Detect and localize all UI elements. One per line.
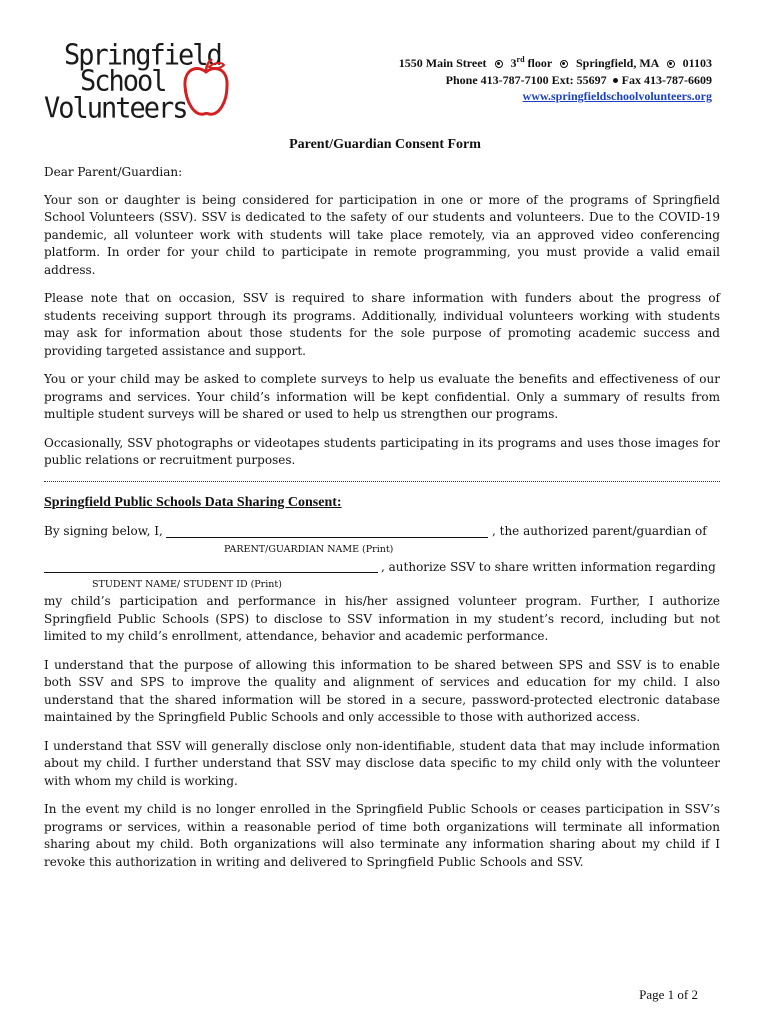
logo-text-volunteers: Volunteers [44, 92, 187, 125]
floor-suffix: rd [516, 55, 525, 64]
phone: Phone 413-787-7100 Ext: 55697 [445, 72, 607, 87]
website-link[interactable]: www.springfieldschoolvolunteers.org [522, 89, 712, 103]
student-name-caption: STUDENT NAME/ STUDENT ID (Print) [92, 579, 282, 590]
sign-suffix: , the authorized parent/guardian of [492, 524, 707, 538]
letter-body [44, 164, 720, 882]
ssv-logo [44, 38, 234, 130]
street: 1550 Main Street [398, 56, 487, 70]
phone-line [399, 72, 712, 89]
student-signature-line [44, 555, 720, 593]
bullet-icon [667, 60, 675, 68]
paragraph: I understand that the purpose of allowing this information to be shared between SPS and SSV is to enable both SSV and SPS to improve the quality and alignment of services and education for my child. I also understand that the shared information will be stored in a secure, password-protected electronic database maintained by the Springfield Public Schools and only accessible to those with authorized access. [44, 657, 720, 724]
bullet-icon [613, 78, 618, 83]
consent-heading: Springfield Public Schools Data Sharing Consent: [44, 494, 342, 510]
page-title: Parent/Guardian Consent Form [289, 137, 481, 152]
fax: Fax 413-787-6609 [621, 72, 712, 87]
student-suffix: , authorize SSV to share written information regarding [381, 560, 716, 574]
student-name-field[interactable] [44, 572, 378, 573]
zip: 01103 [682, 56, 712, 70]
logo-text-springfield: Springfield [64, 39, 221, 72]
dotted-divider [44, 481, 720, 482]
paragraph: In the event my child is no longer enrolled in the Springfield Public Schools or ceases participation in SSV’s programs or services, within a reasonable period of time both organizations will terminate all information sharing about my child. Both organizations will also terminate any information sharing about my child if I revoke this authorization in writing and delivered to Springfield Public Schools and SSV. [44, 802, 720, 869]
address-line [399, 55, 712, 72]
floor-word: floor [527, 56, 552, 70]
paragraph: Please note that on occasion, SSV is required to share information with funders about the progress of students receiving support through its programs. Additionally, individual volunteers working with students may ask for information about those students for the sole purpose of promoting academic success and providing targeted assistance and support. [44, 291, 720, 358]
paragraph: Occasionally, SSV photographs or videotapes students participating in its programs and uses those images for public relations or recruitment purposes. [44, 435, 720, 467]
parent-name-caption: PARENT/GUARDIAN NAME (Print) [224, 544, 394, 555]
contact-block [399, 55, 712, 105]
greeting: Dear Parent/Guardian: [44, 165, 183, 179]
paragraph: Your son or daughter is being considered for participation in one or more of the programs of Springfield School Volunteers (SSV). SSV is dedicated to the safety of our students and volunteers. Due to the COVID-19 pandemic, all volunteer work with students will take place remotely, via an approved video conferencing platform. In order for your child to participate in remote programming, you must provide a valid email address. [44, 192, 720, 277]
parent-name-field[interactable] [166, 537, 488, 538]
paragraph: my child’s participation and performance in his/her assigned volunteer program. Further, I authorize Springfield Public Schools (SPS) to disclose to SSV information in my student’s record, including but not limited to my child’s enrollment, attendance, behavior and academic performance. [44, 594, 720, 643]
floor-number: 3 [510, 56, 517, 70]
bullet-icon [560, 60, 568, 68]
logo-text-school: School [80, 65, 166, 98]
page-number: Page 1 of 2 [639, 987, 698, 1002]
city: Springfield, MA [575, 56, 659, 70]
paragraph: I understand that SSV will generally disclose only non-identifiable, student data that may include information about my child. I further understand that SSV may disclose data specific to my child only with the volunteer with whom my child is working. [44, 738, 720, 788]
paragraph: You or your child may be asked to complete surveys to help us evaluate the benefits and effectiveness of our programs and services. Your child’s information will be kept confidential. Only a summary of results from multiple student surveys will be shared or used to help us strengthen our programs. [44, 372, 720, 421]
apple-icon [182, 58, 230, 120]
bullet-icon [495, 60, 503, 68]
sign-prefix: By signing below, I, [44, 524, 163, 538]
parent-signature-line [44, 523, 720, 555]
